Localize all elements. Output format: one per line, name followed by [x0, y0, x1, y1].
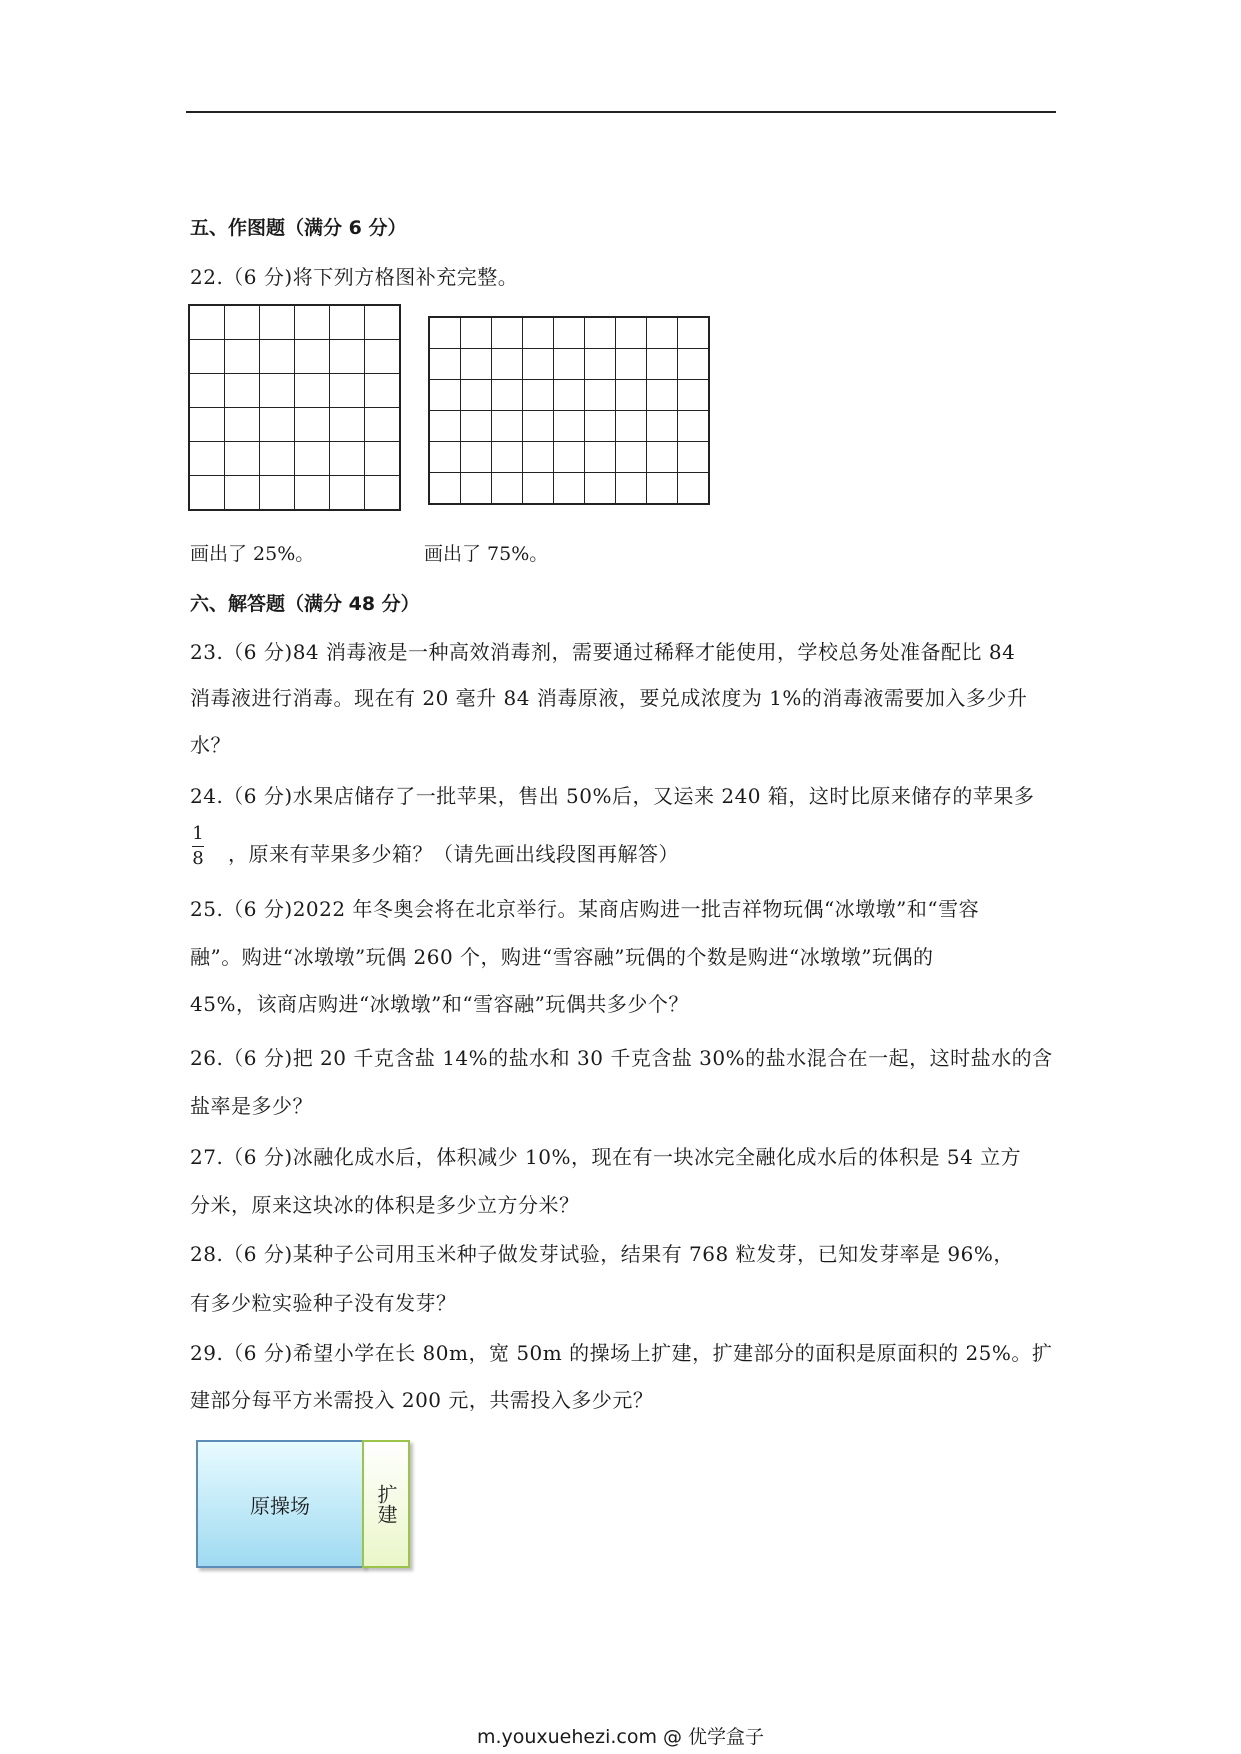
q27-line1: 27.（6 分)冰融化成水后，体积减少 10%，现在有一块冰完全融化成水后的体积是 54 立方 [190, 1145, 1022, 1169]
grid-cell [523, 317, 554, 349]
grid-cell [554, 317, 585, 349]
grid-cell [260, 340, 295, 374]
grid-cell [492, 317, 523, 349]
grid-cell [295, 305, 330, 340]
grid-cell [461, 380, 492, 411]
grid-cell [647, 380, 678, 411]
grid-cell [365, 340, 401, 374]
grid-cell [225, 340, 260, 374]
grid-cell [365, 476, 401, 511]
grid-cell [585, 473, 616, 505]
grid-cell [492, 380, 523, 411]
grid-cell [260, 476, 295, 511]
grid-cell [189, 374, 225, 408]
grid-cell [225, 305, 260, 340]
grid-cell [647, 349, 678, 380]
caption-25: 画出了 25%。 [190, 543, 315, 565]
q23-line2: 消毒液进行消毒。现在有 20 毫升 84 消毒原液，要兑成浓度为 1%的消毒液需要加入多少升 [190, 686, 1028, 710]
grid-cell [492, 473, 523, 505]
grid-cell [554, 473, 585, 505]
grid-cell [429, 411, 461, 442]
grid-cell [647, 411, 678, 442]
original-playground-box: 原操场 [196, 1440, 364, 1568]
q23-line3: 水？ [190, 733, 231, 757]
grid-cell [225, 408, 260, 442]
q24-line2: ，原来有苹果多少箱？（请先画出线段图再解答） [228, 842, 679, 866]
grid-cell [189, 476, 225, 511]
section6-heading: 六、解答题（满分 48 分） [190, 593, 420, 615]
grid-cell [365, 374, 401, 408]
q25-line2: 融”。购进“冰墩墩”玩偶 260 个，购进“雪容融”玩偶的个数是购进“冰墩墩”玩偶的 [190, 945, 934, 969]
grid-cell [189, 340, 225, 374]
grid-cell [492, 349, 523, 380]
grid-cell [260, 408, 295, 442]
grid-cell [330, 305, 365, 340]
grid-cell [260, 374, 295, 408]
grid-cell [225, 374, 260, 408]
grid-cell [365, 408, 401, 442]
grid-cell [295, 374, 330, 408]
grid-cell [647, 442, 678, 473]
grid-cell [365, 442, 401, 476]
caption-75: 画出了 75%。 [424, 543, 549, 565]
grid-cell [295, 476, 330, 511]
q25-line3: 45%，该商店购进“冰墩墩”和“雪容融”玩偶共多少个？ [190, 992, 689, 1016]
grid-cell [225, 442, 260, 476]
grid-cell [461, 473, 492, 505]
grid-cell [330, 374, 365, 408]
q26-line2: 盐率是多少？ [190, 1094, 313, 1118]
grid-cell [616, 411, 647, 442]
grid-cell [189, 408, 225, 442]
grid-cell [585, 380, 616, 411]
section5-heading: 五、作图题（满分 6 分） [190, 217, 407, 239]
grid-cell [616, 442, 647, 473]
grid-cell [523, 380, 554, 411]
q26-line1: 26.（6 分)把 20 千克含盐 14%的盐水和 30 千克含盐 30%的盐水混合在一起，这时盐水的含 [190, 1046, 1053, 1070]
grid-cell [260, 442, 295, 476]
grid-cell [647, 473, 678, 505]
grid-cell [295, 408, 330, 442]
grid-cell [678, 317, 710, 349]
grid-cell [647, 317, 678, 349]
q28-line1: 28.（6 分)某种子公司用玉米种子做发芽试验，结果有 768 粒发芽，已知发芽率是 96%， [190, 1242, 1014, 1266]
grid-cell [260, 305, 295, 340]
fraction-numerator: 1 [192, 823, 204, 844]
grid-cell [554, 442, 585, 473]
grid-cell [189, 305, 225, 340]
grid-cell [429, 442, 461, 473]
grid-cell [554, 349, 585, 380]
grid-cell [492, 411, 523, 442]
grid-cell [461, 349, 492, 380]
q24-line1: 24.（6 分)水果店储存了一批苹果，售出 50%后，又运来 240 箱，这时比原来储存的苹果多 [190, 784, 1035, 808]
header-rule [186, 111, 1056, 113]
q27-line2: 分米，原来这块冰的体积是多少立方分米？ [190, 1193, 580, 1217]
q23-line1: 23.（6 分)84 消毒液是一种高效消毒剂，需要通过稀释才能使用，学校总务处准备配比 84 [190, 640, 1016, 664]
grid-75-percent [428, 316, 710, 505]
grid-cell [429, 349, 461, 380]
grid-cell [429, 380, 461, 411]
grid-cell [225, 476, 260, 511]
q28-line2: 有多少粒实验种子没有发芽？ [190, 1291, 457, 1315]
grid-cell [616, 317, 647, 349]
grid-cell [330, 442, 365, 476]
grid-cell [678, 442, 710, 473]
grid-cell [461, 411, 492, 442]
grid-cell [678, 473, 710, 505]
grid-cell [461, 317, 492, 349]
grid-cell [678, 411, 710, 442]
footer-watermark: m.youxuehezi.com @ 优学盒子 [476, 1726, 765, 1748]
grid-cell [492, 442, 523, 473]
q25-line1: 25.（6 分)2022 年冬奥会将在北京举行。某商店购进一批吉祥物玩偶“冰墩墩”和“雪容 [190, 897, 980, 921]
grid-cell [330, 340, 365, 374]
grid-cell [585, 411, 616, 442]
fraction-denominator: 8 [192, 848, 204, 869]
grid-cell [295, 340, 330, 374]
q29-line2: 建部分每平方米需投入 200 元，共需投入多少元？ [190, 1388, 654, 1412]
grid-cell [523, 411, 554, 442]
q22-text: 22.（6 分)将下列方格图补充完整。 [190, 265, 519, 289]
grid-cell [295, 442, 330, 476]
grid-cell [365, 305, 401, 340]
grid-cell [585, 442, 616, 473]
grid-cell [616, 349, 647, 380]
grid-cell [523, 473, 554, 505]
grid-cell [585, 349, 616, 380]
grid-cell [429, 317, 461, 349]
grid-cell [461, 442, 492, 473]
fraction-one-eighth [192, 823, 204, 870]
grid-cell [678, 349, 710, 380]
grid-cell [330, 476, 365, 511]
grid-cell [678, 380, 710, 411]
grid-25-percent [188, 304, 401, 511]
grid-cell [585, 317, 616, 349]
grid-cell [189, 442, 225, 476]
grid-cell [429, 473, 461, 505]
grid-cell [554, 411, 585, 442]
grid-cell [554, 380, 585, 411]
q29-line1: 29.（6 分)希望小学在长 80m，宽 50m 的操场上扩建，扩建部分的面积是原面积的 25%。扩 [190, 1341, 1053, 1365]
grid-cell [330, 408, 365, 442]
extension-box: 扩建 [362, 1440, 410, 1568]
grid-cell [616, 473, 647, 505]
grid-cell [523, 349, 554, 380]
grid-cell [616, 380, 647, 411]
grid-cell [523, 442, 554, 473]
